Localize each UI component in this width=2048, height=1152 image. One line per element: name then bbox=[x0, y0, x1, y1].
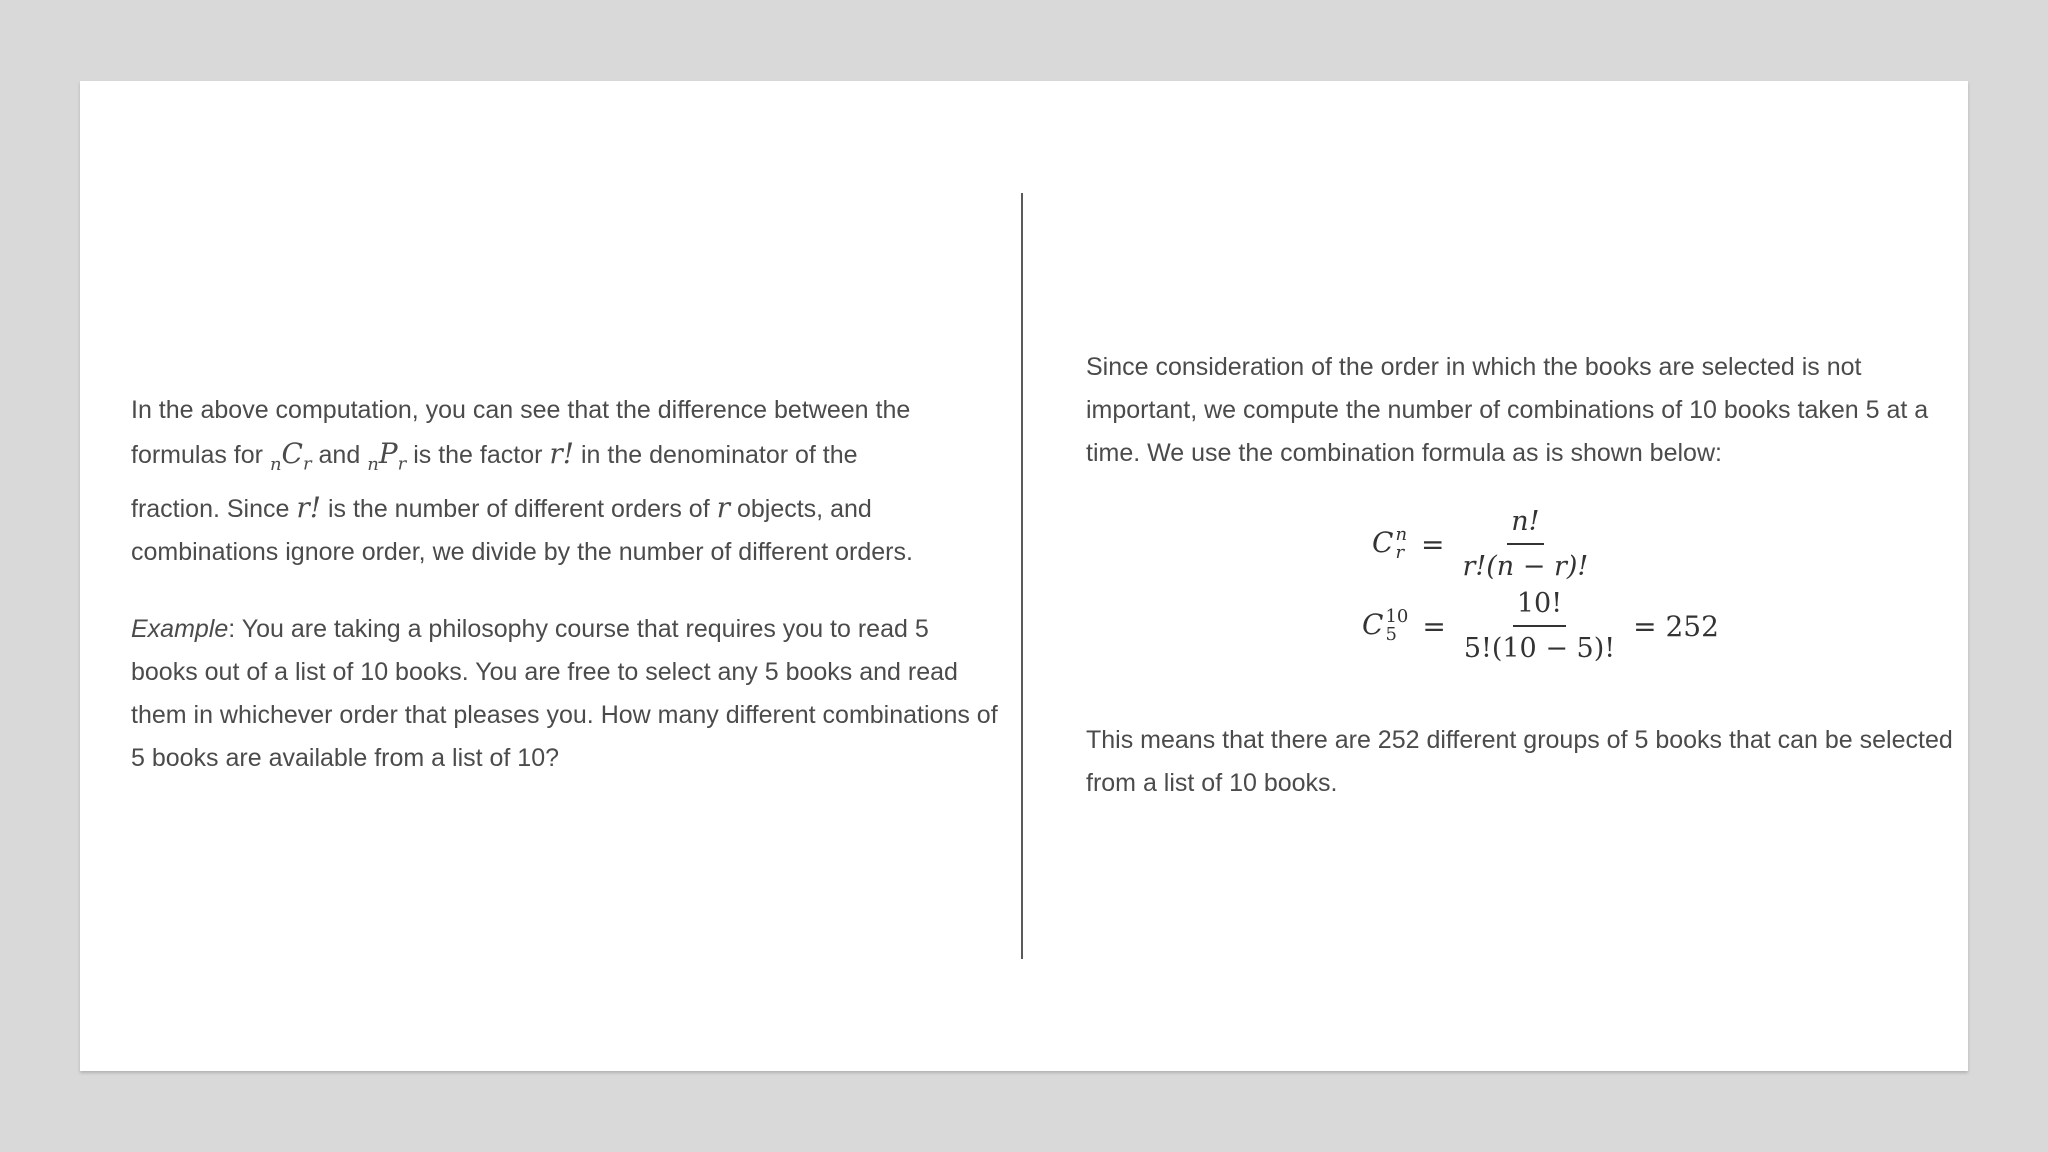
nPr-symbol: $_nP_r$ bbox=[367, 437, 407, 475]
formula2-fraction: $\frac{10!}{5!(10 - 5)!}$ bbox=[1463, 588, 1616, 664]
r-factorial-2: r! bbox=[296, 491, 322, 524]
r-variable: r bbox=[716, 491, 731, 524]
specific-combination-formula: C 10 5 = $\frac{10!}{5!(10 - 5)!}$ = 252 bbox=[1362, 588, 1719, 664]
conclusion-paragraph: This means that there are 252 different groups of 5 books that can be selected from a list of 10 books. bbox=[1086, 726, 1953, 797]
formula-block bbox=[1352, 500, 1752, 670]
column-divider bbox=[1021, 193, 1023, 959]
general-combination-formula: C n r = $\frac{n!}{r!(n - r)!}$ bbox=[1372, 506, 1592, 582]
r-factorial: r! bbox=[549, 437, 575, 470]
example-text: : You are taking a philosophy course that requires you to read 5 books out of a list of 10 books. You are free to select any 5 books and read them in whichever order that pleases you. How many different combinations of 5 books are available from a list of 10? bbox=[131, 615, 998, 772]
nCr-symbol: $_nC_r$ bbox=[269, 437, 312, 475]
right-column bbox=[1086, 346, 1966, 475]
formula2-result: = 252 bbox=[1633, 609, 1719, 643]
example-label: Example bbox=[131, 615, 229, 643]
intro-paragraph: Since consideration of the order in which the books are selected is not important, we compute the number of combinations of 10 books taken 5 at a time. We use the combination formula as is shown below: bbox=[1086, 353, 1929, 467]
conclusion-block bbox=[1086, 719, 1966, 805]
formula1-lhs: C n r bbox=[1372, 524, 1408, 564]
explanation-paragraph: In the above computation, you can see that the difference between the formulas for $_nC_r$ and $_nP_r$ is the factor r! in the denominator of the fraction. Since r! is the number of different orders of r objects, and combinations ignore order, we divide by the number of different orders. bbox=[131, 396, 913, 566]
left-column bbox=[131, 389, 1001, 780]
formula1-fraction: $\frac{n!}{r!(n - r)!}$ bbox=[1462, 506, 1589, 582]
formula2-lhs: C 10 5 bbox=[1362, 606, 1409, 646]
example-paragraph bbox=[131, 608, 1001, 780]
